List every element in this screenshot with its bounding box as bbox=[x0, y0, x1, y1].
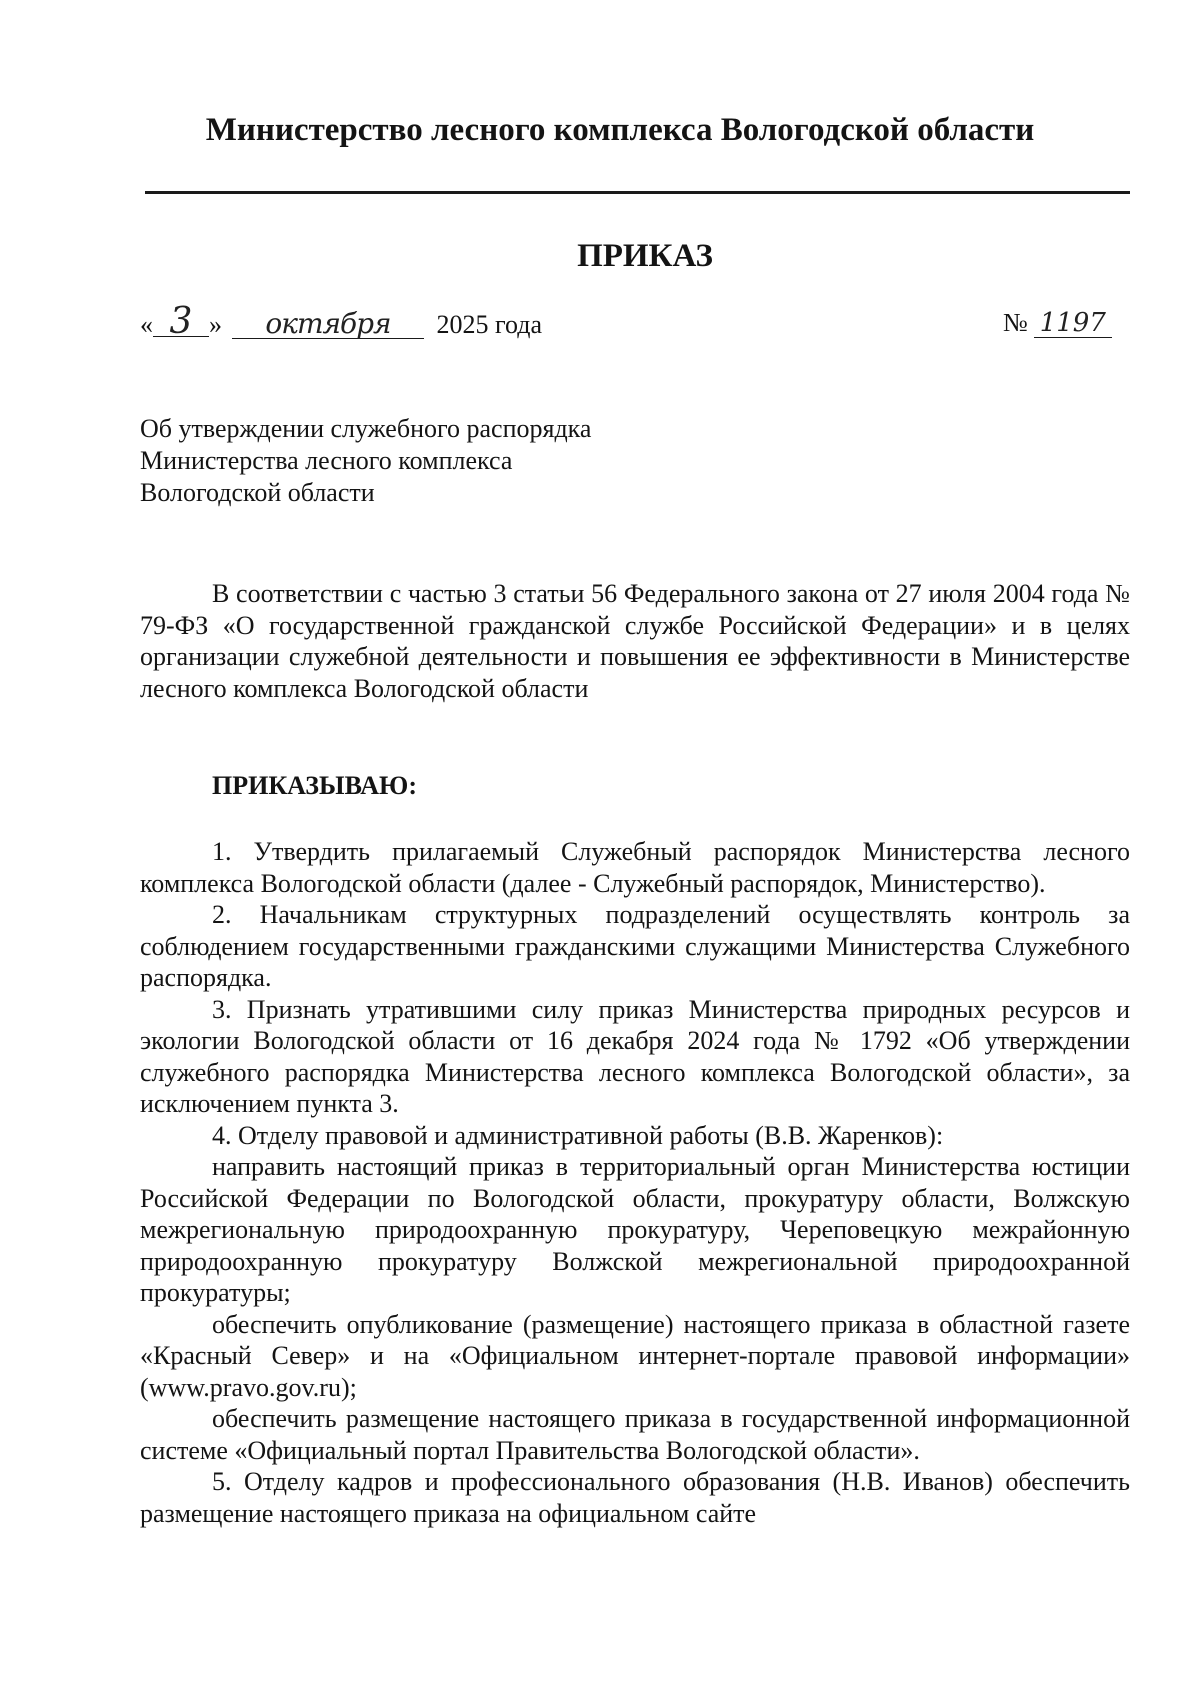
date-open-quote: « bbox=[140, 310, 153, 339]
order-subject bbox=[140, 413, 591, 509]
subject-line-1: Об утверждении служебного распорядка bbox=[140, 414, 592, 443]
handwritten-month: октября bbox=[232, 310, 424, 339]
date-year: 2025 года bbox=[436, 310, 543, 339]
document-type-title: ПРИКАЗ bbox=[577, 238, 713, 274]
header-divider bbox=[145, 191, 1130, 194]
subject-line-3: Вологодской области bbox=[140, 478, 375, 507]
order-item-4: 4. Отделу правовой и административной работы (В.В. Жаренков): bbox=[212, 1120, 944, 1150]
ministry-title: Министерство лесного комплекса Вологодской области bbox=[205, 112, 1035, 148]
handwritten-day: 3 bbox=[153, 308, 209, 337]
command-heading: ПРИКАЗЫВАЮ: bbox=[212, 771, 417, 800]
order-number bbox=[1003, 308, 1112, 338]
order-item-5: 5. Отделу кадров и профессионального образования (Н.В. Иванов) обеспечить размещение настоящего приказа на официальном сайте bbox=[140, 1467, 1130, 1528]
subject-line-2: Министерства лесного комплекса bbox=[140, 446, 513, 475]
order-item-3: 3. Признать утратившими силу приказ Министерства природных ресурсов и экологии Вологодской области от 16 декабря 2024 года № 1792 «Об утверждении служебного распорядка Министерства лесного комплекса Вологодской области», за исключением пункта 3. bbox=[140, 994, 1130, 1118]
order-item-2: 2. Начальникам структурных подразделений осуществлять контроль за соблюдением государственными гражданскими служащими Министерства Служебного распорядка. bbox=[140, 900, 1130, 992]
date-close-quote: » bbox=[209, 310, 222, 339]
order-date bbox=[140, 301, 543, 342]
order-item-4-subitem-3: обеспечить размещение настоящего приказа в государственной информационной системе «Официальный портал Правительства Вологодской области». bbox=[140, 1404, 1130, 1465]
handwritten-number: 1197 bbox=[1034, 309, 1112, 338]
order-item-4-subitem-1: направить настоящий приказ в территориальный орган Министерства юстиции Российской Федерации по Вологодской области, прокуратуру области, Волжскую межрегиональную природоохранную прокуратуру, Череповецкую межрайонную природоохранную прокуратуру Волжской межрегиональной природоохранной прокуратуры; bbox=[140, 1152, 1130, 1307]
number-label: № bbox=[1003, 308, 1028, 337]
order-item-1: 1. Утвердить прилагаемый Служебный распорядок Министерства лесного комплекса Вологодской области (далее - Служебный распорядок, Министерство). bbox=[140, 837, 1130, 898]
order-items bbox=[140, 836, 1130, 1529]
order-item-4-subitem-2: обеспечить опубликование (размещение) настоящего приказа в областной газете «Красный Север» и на «Официальном интернет-портале правовой информации» (www.pravo.gov.ru); bbox=[140, 1309, 1130, 1402]
preamble-paragraph: В соответствии с частью 3 статьи 56 Федерального закона от 27 июля 2004 года № 79-ФЗ «О государственной гражданской службе Российской Федерации» и в целях организации служебной деятельности и повышения ее эффективности в Министерстве лесного комплекса Вологодской области bbox=[140, 579, 1130, 703]
